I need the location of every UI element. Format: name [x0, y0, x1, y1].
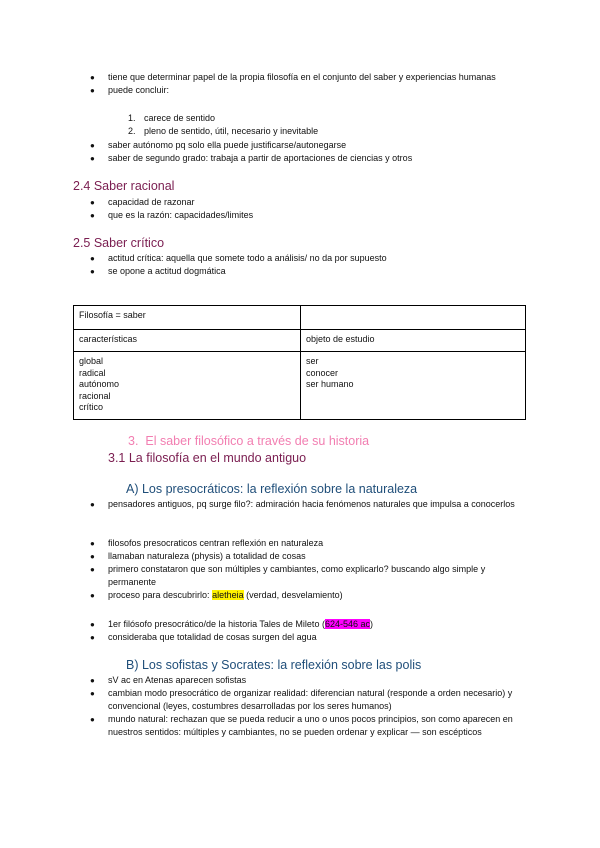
section-2-5-heading: 2.5 Saber crítico: [73, 236, 165, 250]
section-2-5-list: [90, 252, 528, 278]
list-item: ● que es la razón: capacidades/limites: [90, 210, 254, 220]
top-list: [90, 71, 528, 97]
bullet-icon: ●: [90, 141, 95, 150]
section-3-heading: 3. El saber filosófico a través de su historia: [128, 434, 370, 448]
list-item: ● saber autónomo pq solo ella puede justificarse/autonegarse: [90, 140, 347, 150]
bullet-icon: ●: [90, 620, 95, 629]
list-item: ● consideraba que totalidad de cosas surgen del agua: [90, 632, 317, 642]
section-2-4-list: [90, 196, 528, 222]
list-item: ● puede concluir:: [90, 85, 170, 95]
conclude-sublist: [128, 112, 488, 138]
table-cell: global radical autónomo racional crítico: [74, 352, 301, 420]
numbered-item: 1. carece de sentido: [128, 113, 216, 123]
section-3-1-heading: 3.1 La filosofía en el mundo antiguo: [108, 451, 307, 465]
list-item: ● cambian modo presocrático de organizar realidad: diferencian natural (responde a orden necesario) y convencional (leyes, costumbres desarrolladas por los seres humanos): [90, 688, 513, 711]
list-item: ● llamaban naturaleza (physis) a totalidad de cosas: [90, 551, 306, 561]
list-item: ● primero constataron que son múltiples y cambiantes, como explicarlo? buscando algo simple y permanente: [90, 564, 486, 587]
section-b-heading: B) Los sofistas y Socrates: la reflexión sobre las polis: [126, 658, 422, 672]
list-item: ● mundo natural: rechazan que se pueda reducir a uno o unos pocos principios, son como aparecen en nuestros sentidos: múltiples y cambiantes, no se pueden ordenar y explicar — son escépticos: [90, 714, 513, 737]
highlight-aletheia: aletheia: [212, 590, 244, 600]
list-item: ● 1er filósofo presocrático/de la historia Tales de Mileto (624-546 ac): [90, 619, 373, 629]
bullet-icon: ●: [90, 500, 95, 509]
table-row: [74, 330, 526, 352]
list-item: ● tiene que determinar papel de la propia filosofía en el conjunto del saber y experiencias humanas: [90, 72, 496, 82]
table-row: [74, 352, 526, 420]
list-item: ● actitud crítica: aquella que somete todo a análisis/ no da por supuesto: [90, 253, 387, 263]
bullet-icon: ●: [90, 73, 95, 82]
bullet-icon: ●: [90, 86, 95, 95]
bullet-icon: ●: [90, 267, 95, 276]
bullet-icon: ●: [90, 211, 95, 220]
table-cell: ser conocer ser humano: [301, 352, 526, 420]
bullet-icon: ●: [90, 565, 95, 574]
top-list-cont: [90, 139, 528, 165]
bullet-icon: ●: [90, 198, 95, 207]
section-a-list-2: [90, 537, 528, 602]
bullet-icon: ●: [90, 539, 95, 548]
bullet-icon: ●: [90, 689, 95, 698]
bullet-icon: ●: [90, 676, 95, 685]
section-b-list: [90, 674, 528, 739]
section-a-heading: A) Los presocráticos: la reflexión sobre la naturaleza: [126, 482, 418, 496]
table-cell: [301, 306, 526, 330]
table-row: [74, 306, 526, 330]
bullet-icon: ●: [90, 254, 95, 263]
section-a-list-3: [90, 618, 528, 644]
list-item: ● proceso para descubrirlo: aletheia (verdad, desvelamiento): [90, 590, 343, 600]
bullet-icon: ●: [90, 633, 95, 642]
list-item: ● pensadores antiguos, pq surge filo?: admiración hacia fenómenos naturales que impulsa a conocerlos: [90, 499, 515, 509]
section-2-4-heading: 2.4 Saber racional: [73, 179, 175, 193]
bullet-icon: ●: [90, 552, 95, 561]
list-item: ● capacidad de razonar: [90, 197, 195, 207]
numbered-item: 2. pleno de sentido, útil, necesario y inevitable: [128, 126, 319, 136]
table-cell: Filosofía = saber: [74, 306, 301, 330]
table-cell: objeto de estudio: [301, 330, 526, 352]
philosophy-table: [73, 305, 526, 420]
list-item: ● saber de segundo grado: trabaja a partir de aportaciones de ciencias y otros: [90, 153, 413, 163]
bullet-icon: ●: [90, 154, 95, 163]
highlight-date: 624-546 ac: [324, 619, 370, 629]
bullet-icon: ●: [90, 591, 95, 600]
list-item: ● sV ac en Atenas aparecen sofistas: [90, 675, 247, 685]
list-item: ● filosofos presocraticos centran reflexión en naturaleza: [90, 538, 324, 548]
bullet-icon: ●: [90, 715, 95, 724]
section-a-list-1: [90, 498, 528, 511]
table-cell: características: [74, 330, 301, 352]
list-item: ● se opone a actitud dogmática: [90, 266, 226, 276]
